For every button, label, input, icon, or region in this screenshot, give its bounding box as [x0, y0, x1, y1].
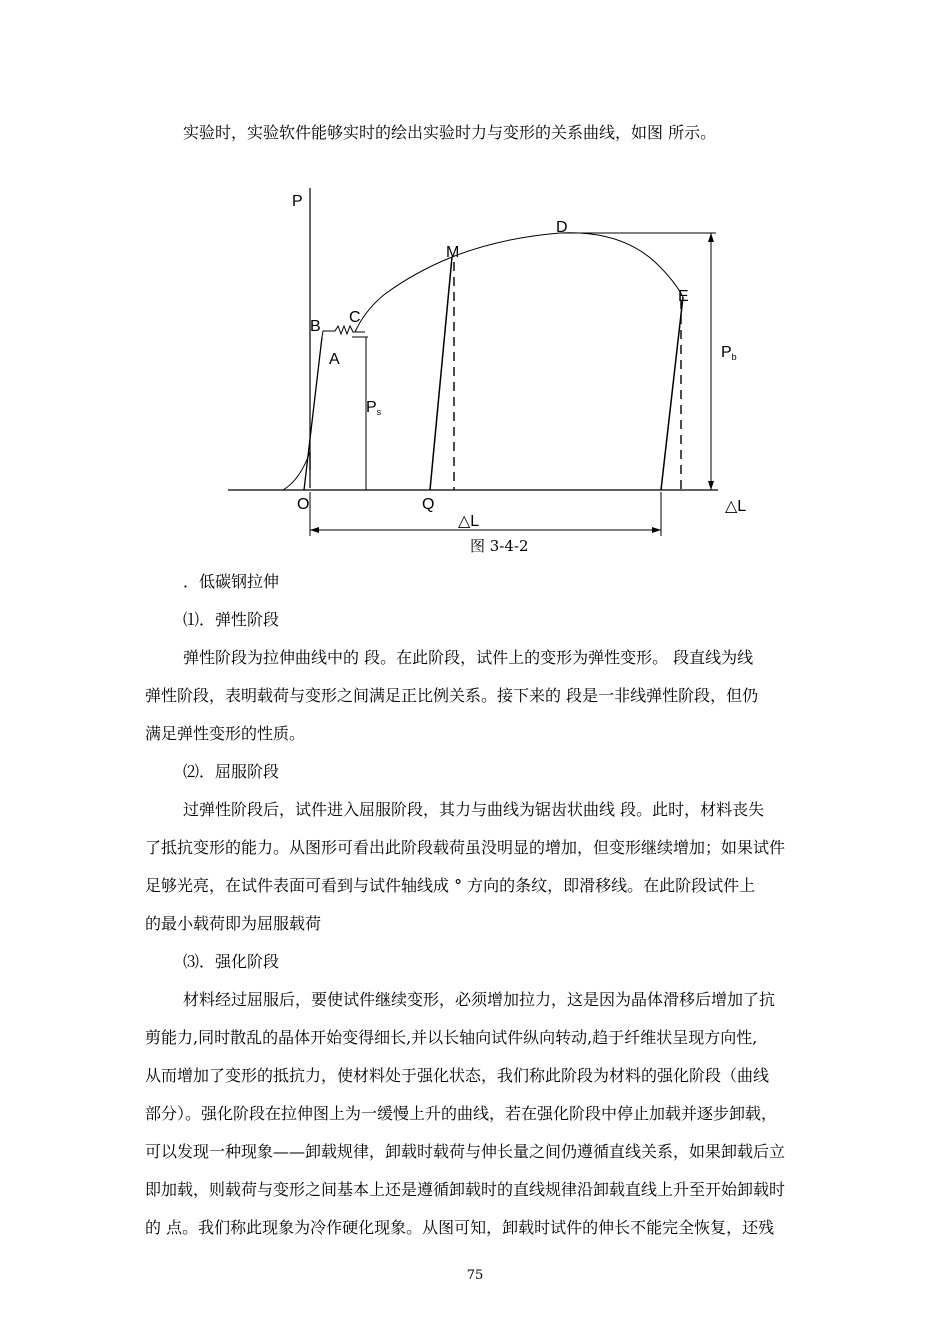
dl-arrow-right: [652, 527, 661, 533]
intro-paragraph: 实验时，实验软件能够实时的绘出实验时力与变形的关系曲线，如图 所示。: [183, 123, 717, 142]
dl-dimension-label: △L: [458, 513, 480, 530]
s1-line-2: 弹性阶段，表明载荷与变形之间满足正比例关系。接下来的 段是一非线弹性阶段，但仍: [145, 686, 759, 705]
pb-label: Pb: [721, 344, 737, 362]
point-c-label: C: [349, 309, 361, 326]
unload-line-e: [661, 297, 683, 490]
s3-line-2: 剪能力,同时散乱的晶体开始变得细长,并以长轴向试件纵向转动,趋于纤维状呈现方向性,: [145, 1028, 758, 1047]
point-e-label: E: [678, 288, 689, 305]
s3-line-5: 可以发现一种现象——卸载规律，卸载时载荷与伸长量之间仍遵循直线关系，如果卸载后立: [145, 1142, 786, 1161]
s3-line-7: 的 点。我们称此现象为冷作硬化现象。从图可知，卸载时试件的伸长不能完全恢复，还残: [145, 1218, 775, 1237]
yield-plateau: [322, 326, 365, 337]
s1-line-3: 满足弹性变形的性质。: [145, 724, 306, 743]
pb-arrow-top: [708, 233, 714, 242]
pb-arrow-bottom: [708, 481, 714, 490]
ps-label: Ps: [366, 399, 382, 417]
unload-line-mq: [430, 257, 452, 490]
p-axis-label: P: [292, 193, 303, 210]
s3-line-3: 从而增加了变形的抵抗力，使材料处于强化状态，我们称此阶段为材料的强化阶段（曲线: [145, 1066, 770, 1085]
s2-line-4: 的最小载荷即为屈服载荷: [145, 914, 322, 933]
dl-axis-label: △L: [725, 498, 747, 515]
s3-heading: ⑶．强化阶段: [183, 952, 280, 971]
elastic-line: [304, 337, 322, 490]
point-m-label: M: [446, 244, 460, 261]
s3-line-4: 部分）。强化阶段在拉伸图上为一缓慢上升的曲线，若在强化阶段中停止加载并逐步卸载，: [145, 1104, 778, 1123]
page-number: 75: [466, 1268, 484, 1283]
s1-heading: ⑴．弹性阶段: [183, 610, 280, 629]
hardening-curve: [355, 233, 683, 332]
s1-line-1: 弹性阶段为拉伸曲线中的 段。在此阶段，试件上的变形为弹性变形。 段直线为线: [183, 648, 754, 667]
s3-line-6: 即加载，则载荷与变形之间基本上还是遵循卸载时的直线规律沿卸载直线上升至开始卸载时: [145, 1180, 786, 1199]
section-title: ．低碳钢拉伸: [183, 572, 280, 591]
point-d-label: D: [556, 219, 568, 236]
s2-line-2: 了抵抗变形的能力。从图形可看出此阶段载荷虽没明显的增加，但变形继续增加；如果试件: [145, 838, 786, 857]
figure-caption: 图 3-4-2: [470, 537, 529, 555]
s2-line-3: 足够光亮，在试件表面可看到与试件轴线成 ° 方向的条纹，即滑移线。在此阶段试件上: [145, 876, 756, 895]
point-a-label: A: [329, 351, 340, 368]
dl-arrow-left: [310, 527, 319, 533]
point-q-label: Q: [422, 496, 435, 513]
s3-line-1: 材料经过屈服后，要使试件继续变形，必须增加拉力，这是因为晶体滑移后增加了抗: [183, 990, 776, 1009]
point-b-label: B: [310, 318, 321, 335]
stress-strain-figure: [0, 0, 950, 560]
s2-line-1: 过弹性阶段后，试件进入屈服阶段，其力与曲线为锯齿状曲线 段。此时，材料丧失: [183, 800, 765, 819]
s2-heading: ⑵．屈服阶段: [183, 762, 280, 781]
origin-label: O: [297, 496, 310, 513]
